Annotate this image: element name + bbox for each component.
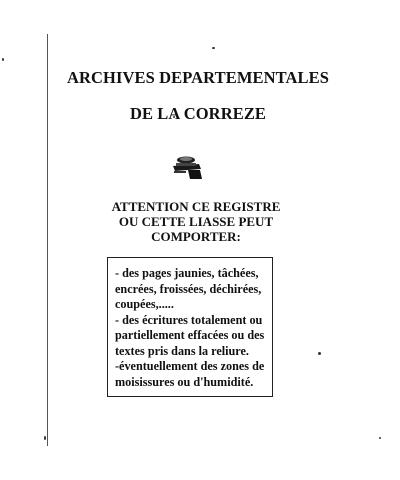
scan-speck bbox=[212, 47, 215, 49]
notice-line: moisissures ou d'humidité. bbox=[115, 374, 254, 389]
page-title-line-2: DE LA CORREZE bbox=[129, 104, 267, 123]
scan-speck bbox=[318, 352, 321, 355]
notice-line: - des pages jaunies, tâchées, bbox=[115, 266, 259, 280]
warning-line: COMPORTER: bbox=[151, 229, 241, 244]
scan-speck bbox=[379, 437, 381, 439]
warning-line: OU CETTE LIASSE PEUT bbox=[118, 214, 274, 229]
notice-line: encrées, froissées, déchirées, bbox=[115, 281, 262, 296]
notice-line: -éventuellement des zones de bbox=[115, 359, 265, 373]
notice-box bbox=[107, 257, 273, 397]
warning-heading bbox=[48, 199, 344, 244]
notice-line: textes pris dans la reliure. bbox=[115, 343, 249, 358]
page-title-line-1: ARCHIVES DEPARTEMENTALES bbox=[66, 68, 330, 87]
archive-seal-icon bbox=[170, 152, 204, 182]
notice-line: partiellement effacées ou des bbox=[115, 328, 265, 342]
scan-speck bbox=[44, 436, 46, 440]
notice-line: - des écritures totalement ou bbox=[115, 312, 263, 327]
scan-speck bbox=[2, 58, 4, 61]
warning-line: ATTENTION CE REGISTRE bbox=[111, 199, 281, 214]
notice-line: coupées,..... bbox=[115, 297, 174, 311]
